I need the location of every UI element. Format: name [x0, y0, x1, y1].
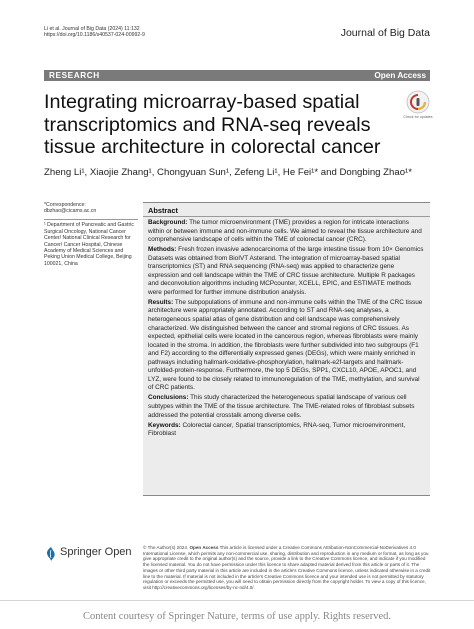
abstract-keywords: Keywords: Colorectal cancer, Spatial transcriptomics, RNA-seq, Tumor microenvironment, Fibroblast: [148, 421, 406, 438]
abstract-methods: Methods: Fresh frozen invasive adenocarcinoma of the large intestine tissue from 10× Genomics Datasets was obtained from BioIVT Asterand. The integration of microarray-based spatial transcriptomics (ST) and RNA sequencing (RNA-seq) was applied to characterize gene expression and cell landscape within the TME of CRC tissue architecture. Multiple R packages and deconvolution algorithms including MCPcounter, XCELL, EPIC, and ESTIMATE methods were performed for further immune distribution analysis.: [148, 246, 424, 296]
doi-link[interactable]: https://doi.org/10.1186/s40537-024-00992-9: [44, 32, 145, 39]
abstract-box: [143, 202, 430, 496]
springer-open-logo-icon: [44, 546, 58, 562]
affiliation: ¹ Department of Pancreatic and Gastric Surgical Oncology, National Cancer Center/ National Clinical Research for Cancer/ Cancer Hospital, Chinese Academy of Medical Sciences and Peking Union Medical College, Beijing 100021, China: [44, 222, 134, 267]
abstract-background: Background: The tumor microenvironment (TME) provides a region for intricate interactions within or between immune and non-immune cells. We aimed to reveal the tissue architecture and comprehensive landscape of cells within the TME of colorectal cancer (CRC).: [148, 219, 422, 244]
citation-line: Li et al. Journal of Big Data (2024) 11:132: [44, 26, 140, 32]
journal-name: Journal of Big Data: [340, 27, 430, 39]
correspondence-label: *Correspondence:: [44, 202, 86, 208]
springer-open-logo-text: Springer Open: [60, 546, 132, 558]
article-title: Integrating microarray-based spatial transcriptomics and RNA-seq reveals tissue architecture in colorectal cancer: [44, 91, 381, 159]
sidebar-divider: [44, 219, 138, 220]
article-type-label: RESEARCH: [49, 71, 100, 80]
check-for-updates-label: Check for updates: [403, 115, 433, 119]
citation-header: [44, 26, 244, 39]
check-for-updates-icon[interactable]: [406, 90, 430, 114]
abstract-conclusions: Conclusions: This study characterized the heterogeneous spatial landscape of various cell subtypes within the TME of the tissue architecture. The TME-related roles of fibroblast subsets addressed the potential crosstalk among diverse cells.: [148, 394, 415, 419]
footer-divider: [0, 600, 474, 601]
abstract-divider: [143, 216, 430, 217]
abstract-body: [148, 219, 426, 440]
article-type-banner: [44, 70, 430, 81]
correspondence-email[interactable]: dbzhao@cicams.ac.cn: [44, 208, 97, 215]
sidebar: [44, 202, 138, 267]
author-list: Zheng Li¹, Xiaojie Zhang¹, Chongyuan Sun¹, Zefeng Li¹, He Fei¹* and Dongbing Zhao¹*: [44, 167, 412, 178]
abstract-results: Results: The subpopulations of immune and non-immune cells within the TME of the CRC tissue architecture were appropriately annotated. According to ST and RNA-seq analyses, a heterogeneous spatial atlas of gene distribution and cell landscape was comprehensively characterized. We distinguished between the cancer and stromal regions of CRC tissues. As expected, epithelial cells were located in the cancerous region, whereas fibroblasts were mainly located in the stroma. In addition, the fibroblasts were further subdivided into two subgroups (F1 and F2) according to the differentially expressed genes (DEGs), which were mainly enriched in pathways including hallmark-oxidative-phosphorylation, hallmark-e2f-targets and hallmark-unfolded-protein-response. Furthermore, the top 5 DEGs, SPP1, CXCL10, APOE, APOC1, and LYZ, were found to be closely related to immunoregulation of the TME, methylation, and survival of CRC patients.: [148, 298, 423, 392]
open-access-label: Open Access: [374, 71, 426, 80]
abstract-heading: Abstract: [148, 206, 178, 215]
courtesy-notice: Content courtesy of Springer Nature, terms of use apply. Rights reserved.: [82, 611, 392, 622]
license-notice: © The Author(s) 2024. Open Access This article is licensed under a Creative Commons Attribution-NonCommercial-NoDerivatives 4.0 International License, which permits any non-commercial use, sharing, distribution and reproduction in any medium or format, as long as you give appropriate credit to the original author(s) and the source, provide a link to the Creative Commons licence, and indicate if you modified the licensed material. You do not have permission under this licence to share adapted material derived from this article or parts of it. The images or other third party material in this article are included in the article's Creative Commons licence, unless indicated otherwise in a credit line to the material. If material is not included in the article's Creative Commons licence and your intended use is not permitted by statutory regulation or exceeds the permitted use, you will need to obtain permission directly from the copyright holder. To view a copy of this licence, visit http://creativecommons.org/licenses/by-nc-nd/4.0/.: [143, 545, 431, 590]
